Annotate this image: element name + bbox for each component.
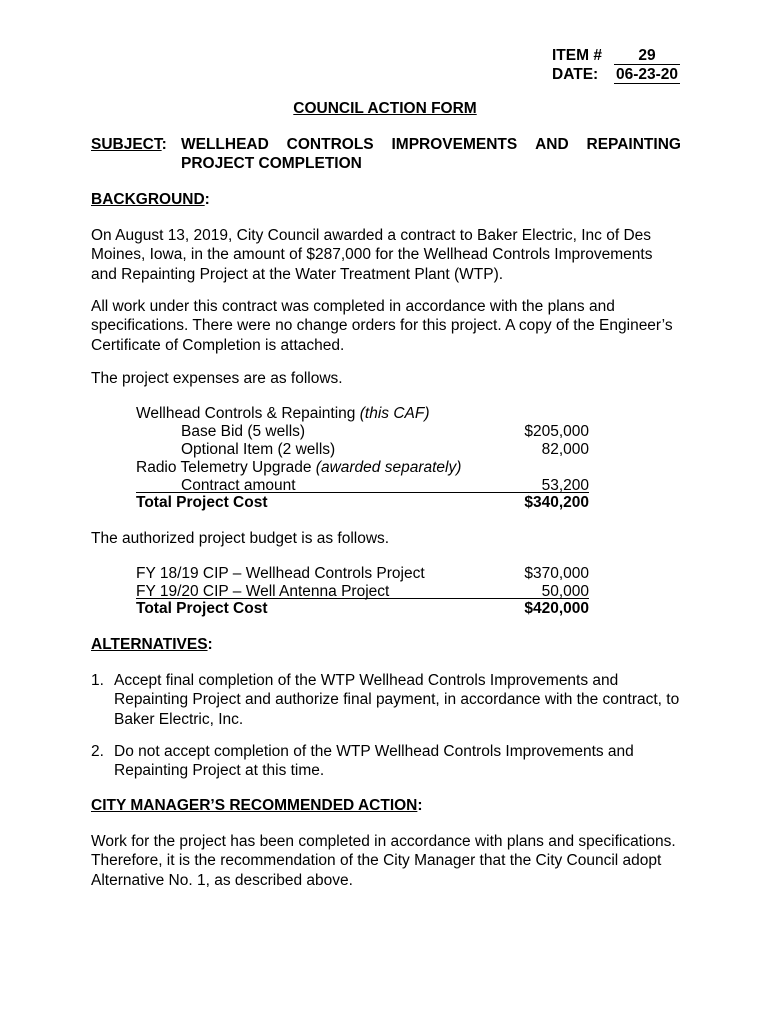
item-number: [552, 47, 680, 65]
contract-amount: 53,200: [541, 477, 589, 494]
background-paragraph-2: All work under this contract was completed in accordance with the plans and specifications. There were no change orders for this project. A copy of the Engineer’s Certificate of Completion is attached.: [91, 298, 673, 354]
expense-group-1-note: (this CAF): [359, 405, 430, 422]
alternative-1-number: 1.: [91, 672, 104, 689]
background-paragraph-1: On August 13, 2019, City Council awarded a contract to Baker Electric, Inc of Des Moines, Iowa, in the amount of $287,000 for the Wellhead Controls Improvements and Repainting Project at the Water Treatment Plant (WTP).: [91, 227, 653, 283]
subject-line-1: [181, 136, 681, 154]
expense-group-2-label: Radio Telemetry Upgrade: [136, 459, 312, 476]
subject-word: AND: [535, 136, 569, 153]
expenses-total-amount: $340,200: [524, 494, 589, 511]
budget-line-1-label: FY 18/19 CIP – Wellhead Controls Project: [136, 565, 425, 582]
optional-amount: 82,000: [541, 441, 589, 458]
subject-line-2: PROJECT COMPLETION: [181, 155, 362, 172]
subject-word: WELLHEAD: [181, 136, 269, 153]
budget-total-amount: $420,000: [524, 600, 589, 617]
page-title: COUNCIL ACTION FORM: [293, 100, 477, 117]
budget-line-1-amount: $370,000: [524, 565, 589, 582]
budget-line-2-label: FY 19/20 CIP – Well Antenna Project: [136, 583, 390, 600]
item-value: 29: [614, 48, 680, 65]
base-bid-label: Base Bid (5 wells): [181, 423, 306, 440]
date-label: DATE:: [552, 66, 599, 83]
date: [552, 66, 680, 84]
budget-total-label: Total Project Cost: [136, 600, 268, 617]
expense-group-2-note: (awarded separately): [315, 459, 462, 476]
date-value: 06-23-20: [615, 66, 679, 83]
base-bid-amount: $205,000: [524, 423, 589, 440]
alternative-1-text: Accept final completion of the WTP Wellhead Controls Improvements and Repainting Project and authorize final payment, in accordance with the contract, to Baker Electric, Inc.: [114, 672, 680, 728]
expenses-intro: The project expenses are as follows.: [91, 370, 343, 387]
expense-group-1-label: Wellhead Controls & Repainting: [136, 405, 356, 422]
recommendation-heading-wrap: CITY MANAGER’S RECOMMENDED ACTION:: [91, 797, 423, 814]
alternative-2-number: 2.: [91, 743, 104, 760]
item-label: ITEM #: [552, 47, 602, 64]
subject-label: SUBJECT: [91, 136, 162, 153]
background-heading: BACKGROUND: [91, 191, 205, 208]
expense-group-2: [136, 458, 461, 477]
subject-word: IMPROVEMENTS: [391, 136, 518, 153]
subject-word: REPAINTING: [586, 136, 681, 153]
expenses-total-label: Total Project Cost: [136, 494, 268, 511]
background-heading-wrap: BACKGROUND:: [91, 191, 210, 208]
alternatives-heading-wrap: ALTERNATIVES:: [91, 636, 213, 653]
subject-word: CONTROLS: [286, 136, 374, 153]
expense-group-1: [136, 404, 429, 423]
budget-intro: The authorized project budget is as follows.: [91, 530, 390, 547]
alternatives-heading: ALTERNATIVES: [91, 636, 208, 653]
subject-label-wrap: SUBJECT:: [91, 136, 167, 153]
contract-label: Contract amount: [181, 477, 296, 494]
budget-line-2-amount: 50,000: [541, 583, 589, 600]
alternative-2-text: Do not accept completion of the WTP Wellhead Controls Improvements and Repainting Project at this time.: [114, 743, 634, 780]
optional-label: Optional Item (2 wells): [181, 441, 336, 458]
recommendation-paragraph: Work for the project has been completed in accordance with plans and specifications. Therefore, it is the recommendation of the City Manager that the City Council adopt Alternative No. 1, as described above.: [91, 833, 676, 889]
recommendation-heading: CITY MANAGER’S RECOMMENDED ACTION: [91, 797, 418, 814]
